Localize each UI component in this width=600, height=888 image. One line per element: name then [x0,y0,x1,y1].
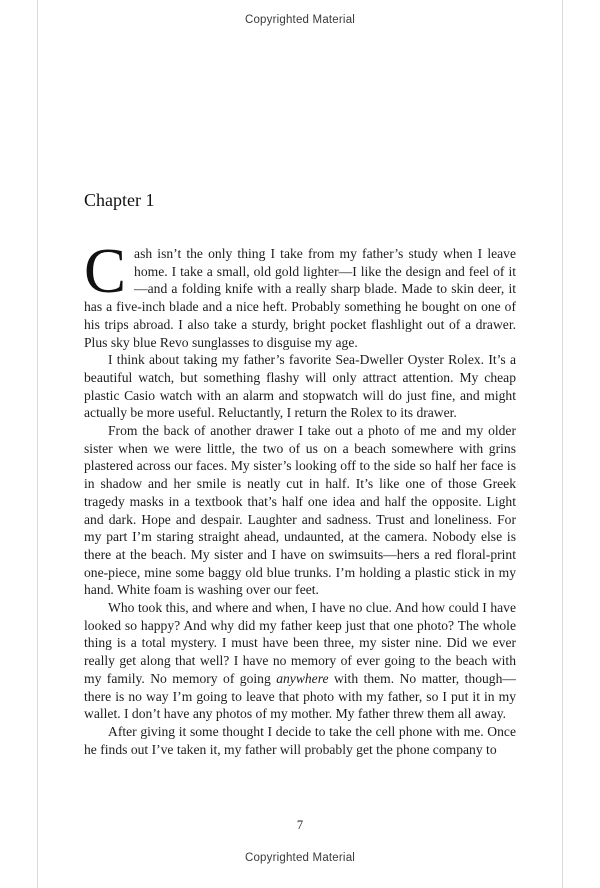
paragraph [84,599,516,723]
chapter-title: Chapter 1 [84,190,155,210]
paragraph [84,723,516,758]
text-segment: After giving it some thought I decide to take the cell phone with me. Once he finds out I’ve taken it, my father will probably get the phone company to [84,723,516,757]
italic-text: anywhere [276,670,329,686]
page-edge-left [37,0,38,888]
text-segment: From the back of another drawer I take out a photo of me and my older sister when we were little, the two of us on a beach somewhere with grins plastered across our faces. My sister’s looking off to the side so half her face is in shadow and her smile is neatly cut in half. It’s like one of those Greek tragedy masks in a textbook that’s half one idea and half the opposite. Light and dark. Hope and despair. Laughter and sadness. Trust and loneliness. For my part I’m staring straight ahead, undaunted, at the camera. Nobody else is there at the beach. My sister and I have on swimsuits—hers a red floral-print one-piece, mine some baggy old blue trunks. I’m holding a plastic stick in my hand. White foam is washing over our feet. [84,423,516,598]
body-text [84,236,516,758]
text-segment: I think about taking my father’s favorite Sea-Dweller Oyster Rolex. It’s a beautiful watch, but something flashy will only attract attention. My cheap plastic Casio watch with an alarm and stopwatch will do just fine, and might actually be more useful. Reluctantly, I return the Rolex to its drawer. [84,352,516,421]
text-segment: Who took this, and where and when, I have no clue. And how could I have looked so happy? And why did my father keep just that one photo? The whole thing is a total mystery. I must have been three, my sister nine. Did we ever really get along that well? I have no memory of ever going to the beach with my family. No memory of going [84,600,516,686]
copyright-banner-top: Copyrighted Material [244,14,356,26]
paragraph [84,422,516,599]
paragraph [84,351,516,422]
page-edge-right [562,0,563,888]
copyright-banner-bottom: Copyrighted Material [244,852,356,864]
page-number: 7 [296,818,304,832]
text-segment: ash isn’t the only thing I take from my father’s study when I leave home. I take a small, old gold lighter—I like the design and feel of it—and a folding knife with a really sharp blade. Made to skin deer, it has a five-inch blade and a nice heft. Probably something he bought on one of his trips abroad. I also take a sturdy, bright pocket flashlight out of a drawer. Plus sky blue Revo sunglasses to disguise my age. [84,246,516,350]
text-segment: with them. No matter, though—there is no way I’m going to leave that photo with my father, so I put it in my wallet. I don’t have any photos of my mother. My father threw them all away. [84,670,516,722]
paragraph [84,236,516,351]
drop-cap: C [84,236,127,306]
